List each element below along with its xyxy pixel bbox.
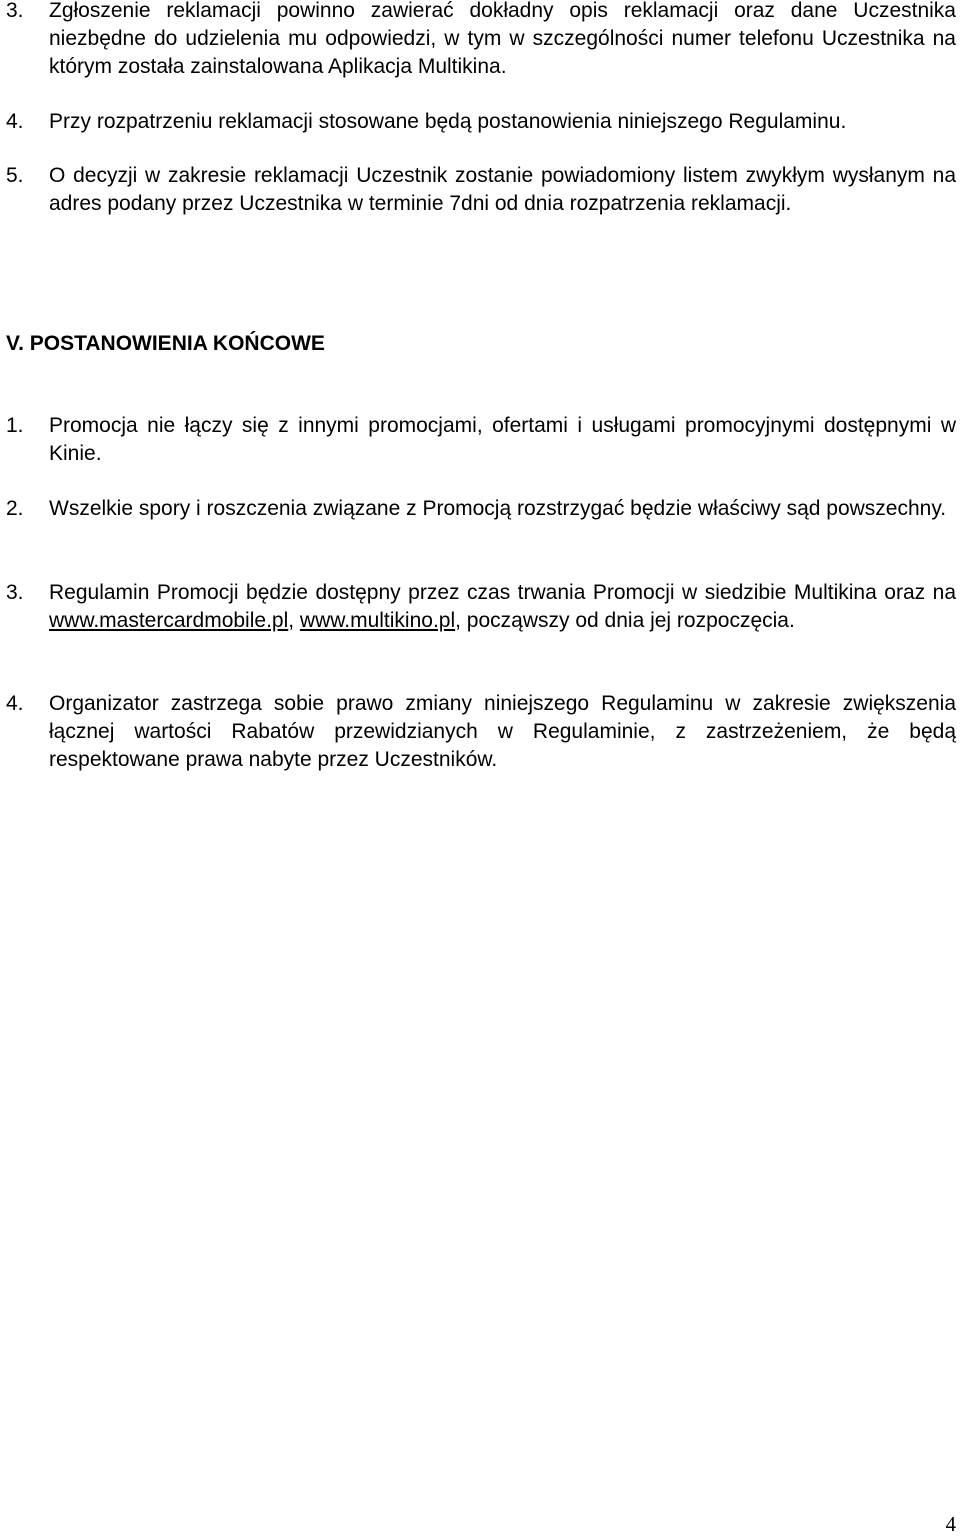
- item-text-start: Regulamin Promocji będzie dostępny przez czas trwania Promocji w siedzibie Multikina oraz na: [49, 581, 956, 604]
- final-provision-item-2: [6, 495, 956, 523]
- item-text-separator: ,: [288, 609, 300, 632]
- multikino-link[interactable]: www.multikino.pl: [299, 609, 456, 632]
- final-provision-item-3: [6, 579, 956, 635]
- item-text: Organizator zastrzega sobie prawo zmiany niniejszego Regulaminu w zakresie zwiększenia łącznej wartości Rabatów przewidzianych w Regulaminie, z zastrzeżeniem, że będą respektowane prawa nabyte przez Uczestników.: [49, 692, 956, 771]
- final-provision-item-1: [6, 412, 956, 468]
- item-text: [49, 579, 956, 635]
- item-text: Promocja nie łączy się z innymi promocjami, ofertami i usługami promocyjnymi dostępnymi w Kinie.: [49, 414, 956, 465]
- item-text: O decyzji w zakresie reklamacji Uczestnik zostanie powiadomiony listem zwykłym wysłanym na adres podany przez Uczestnika w terminie 7dni od dnia rozpatrzenia reklamacji.: [49, 164, 956, 215]
- complaint-item-3: [6, 0, 956, 81]
- section-heading: V. POSTANOWIENIA KOŃCOWE: [6, 332, 325, 355]
- mastercardmobile-link[interactable]: www.mastercardmobile.pl: [49, 609, 289, 632]
- item-text: Przy rozpatrzeniu reklamacji stosowane będą postanowienia niniejszego Regulaminu.: [49, 110, 847, 133]
- item-number: 3.: [6, 581, 24, 604]
- final-provision-item-4: [6, 690, 956, 774]
- item-number: 4.: [6, 692, 24, 715]
- item-number: 2.: [6, 497, 24, 520]
- page-number: 4: [945, 1512, 956, 1536]
- complaint-item-4: [6, 108, 956, 136]
- item-number: 4.: [6, 110, 24, 133]
- item-text-end: , począwszy od dnia jej rozpoczęcia.: [455, 609, 795, 632]
- item-number: 1.: [6, 414, 24, 437]
- item-number: 5.: [6, 164, 24, 187]
- item-text: Wszelkie spory i roszczenia związane z Promocją rozstrzygać będzie właściwy sąd powszechny.: [49, 497, 947, 520]
- complaint-item-5: [6, 162, 956, 218]
- item-text: Zgłoszenie reklamacji powinno zawierać dokładny opis reklamacji oraz dane Uczestnika niezbędne do udzielenia mu odpowiedzi, w tym w szczególności numer telefonu Uczestnika na którym została zainstalowana Aplikacja Multikina.: [49, 0, 956, 78]
- item-number: 3.: [6, 0, 24, 22]
